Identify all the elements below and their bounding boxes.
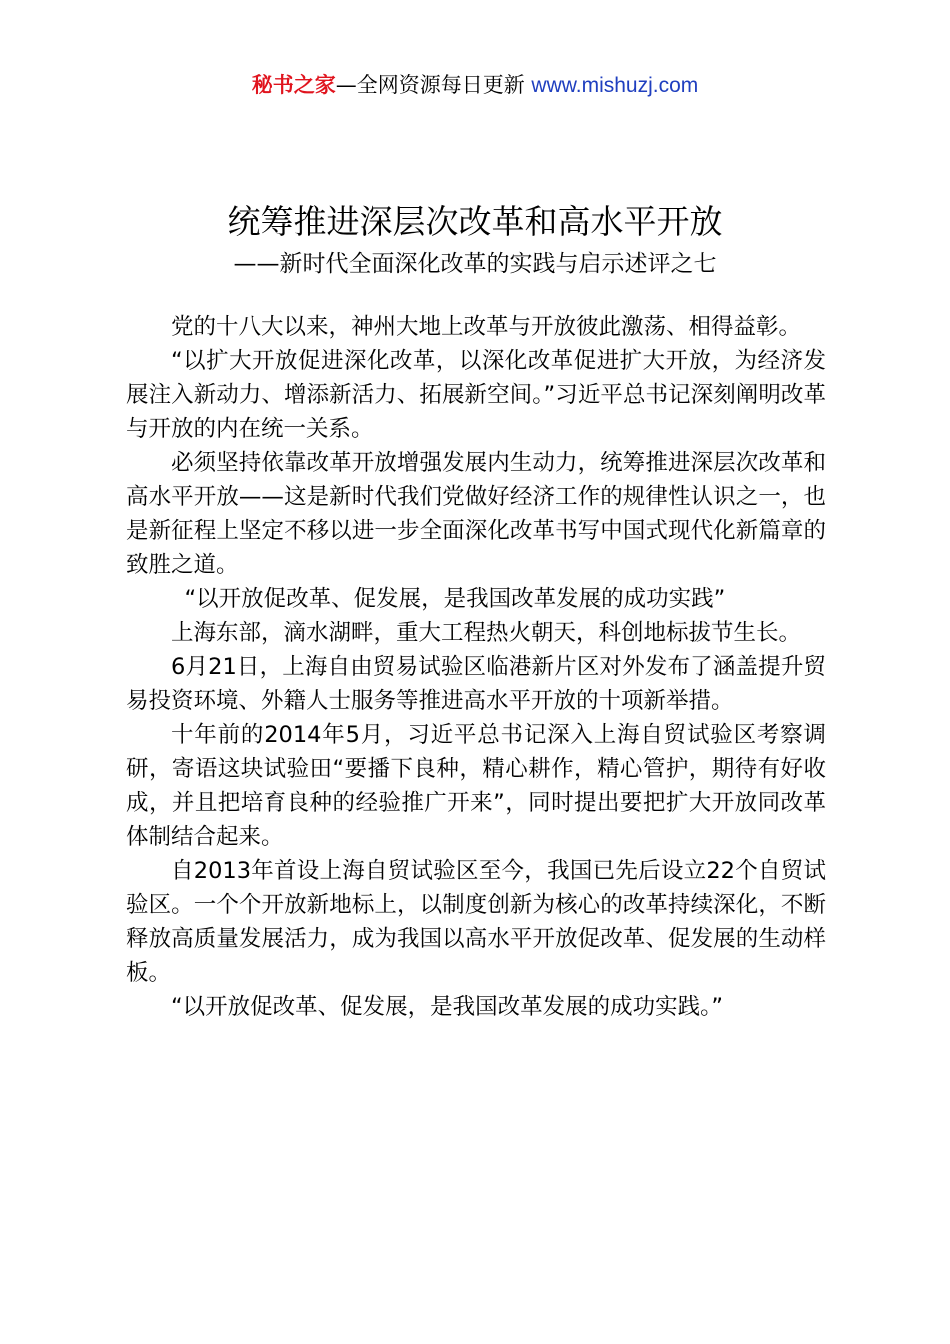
article-title: 统筹推进深层次改革和高水平开放 bbox=[227, 202, 723, 241]
paragraph: 十年前的2014年5月，习近平总书记深入上海自贸试验区考察调研，寄语这块试验田“要播下良种，精心耕作，精心管护，期待有好收成，并且把培育良种的经验推广开来”，同时提出要把扩大开放同改革体制结合起来。 bbox=[126, 722, 826, 850]
site-slogan: —全网资源每日更新 bbox=[335, 73, 525, 97]
paragraph: 6月21日，上海自由贸易试验区临港新片区对外发布了涵盖提升贸易投资环境、外籍人士服务等推进高水平开放的十项新举措。 bbox=[126, 654, 826, 714]
paragraph: 党的十八大以来，神州大地上改革与开放彼此激荡、相得益彰。 bbox=[171, 314, 802, 340]
paragraph: 必须坚持依靠改革开放增强发展内生动力，统筹推进深层次改革和高水平开放——这是新时代我们党做好经济工作的规律性认识之一，也是新征程上坚定不移以进一步全面深化改革书写中国式现代化新篇章的致胜之道。 bbox=[126, 450, 826, 578]
paragraph: “以扩大开放促进深化改革，以深化改革促进扩大开放，为经济发展注入新动力、增添新活力、拓展新空间。”习近平总书记深刻阐明改革与开放的内在统一关系。 bbox=[126, 348, 826, 442]
site-brand: 秘书之家 bbox=[251, 73, 336, 97]
article-body bbox=[126, 310, 826, 1024]
paragraph: 自2013年首设上海自贸试验区至今，我国已先后设立22个自贸试验区。一个个开放新地标上，以制度创新为核心的改革持续深化，不断释放高质量发展活力，成为我国以高水平开放促改革、促发展的生动样板。 bbox=[126, 858, 826, 986]
section-heading: “以开放促改革、促发展，是我国改革发展的成功实践” bbox=[184, 586, 726, 612]
site-url-link[interactable]: www.mishuzj.com bbox=[531, 74, 699, 97]
site-header bbox=[0, 70, 950, 101]
article-subtitle: ——新时代全面深化改革的实践与启示述评之七 bbox=[233, 251, 717, 277]
paragraph: “以开放促改革、促发展，是我国改革发展的成功实践。” bbox=[171, 994, 724, 1020]
paragraph: 上海东部，滴水湖畔，重大工程热火朝天，科创地标拔节生长。 bbox=[171, 620, 802, 646]
